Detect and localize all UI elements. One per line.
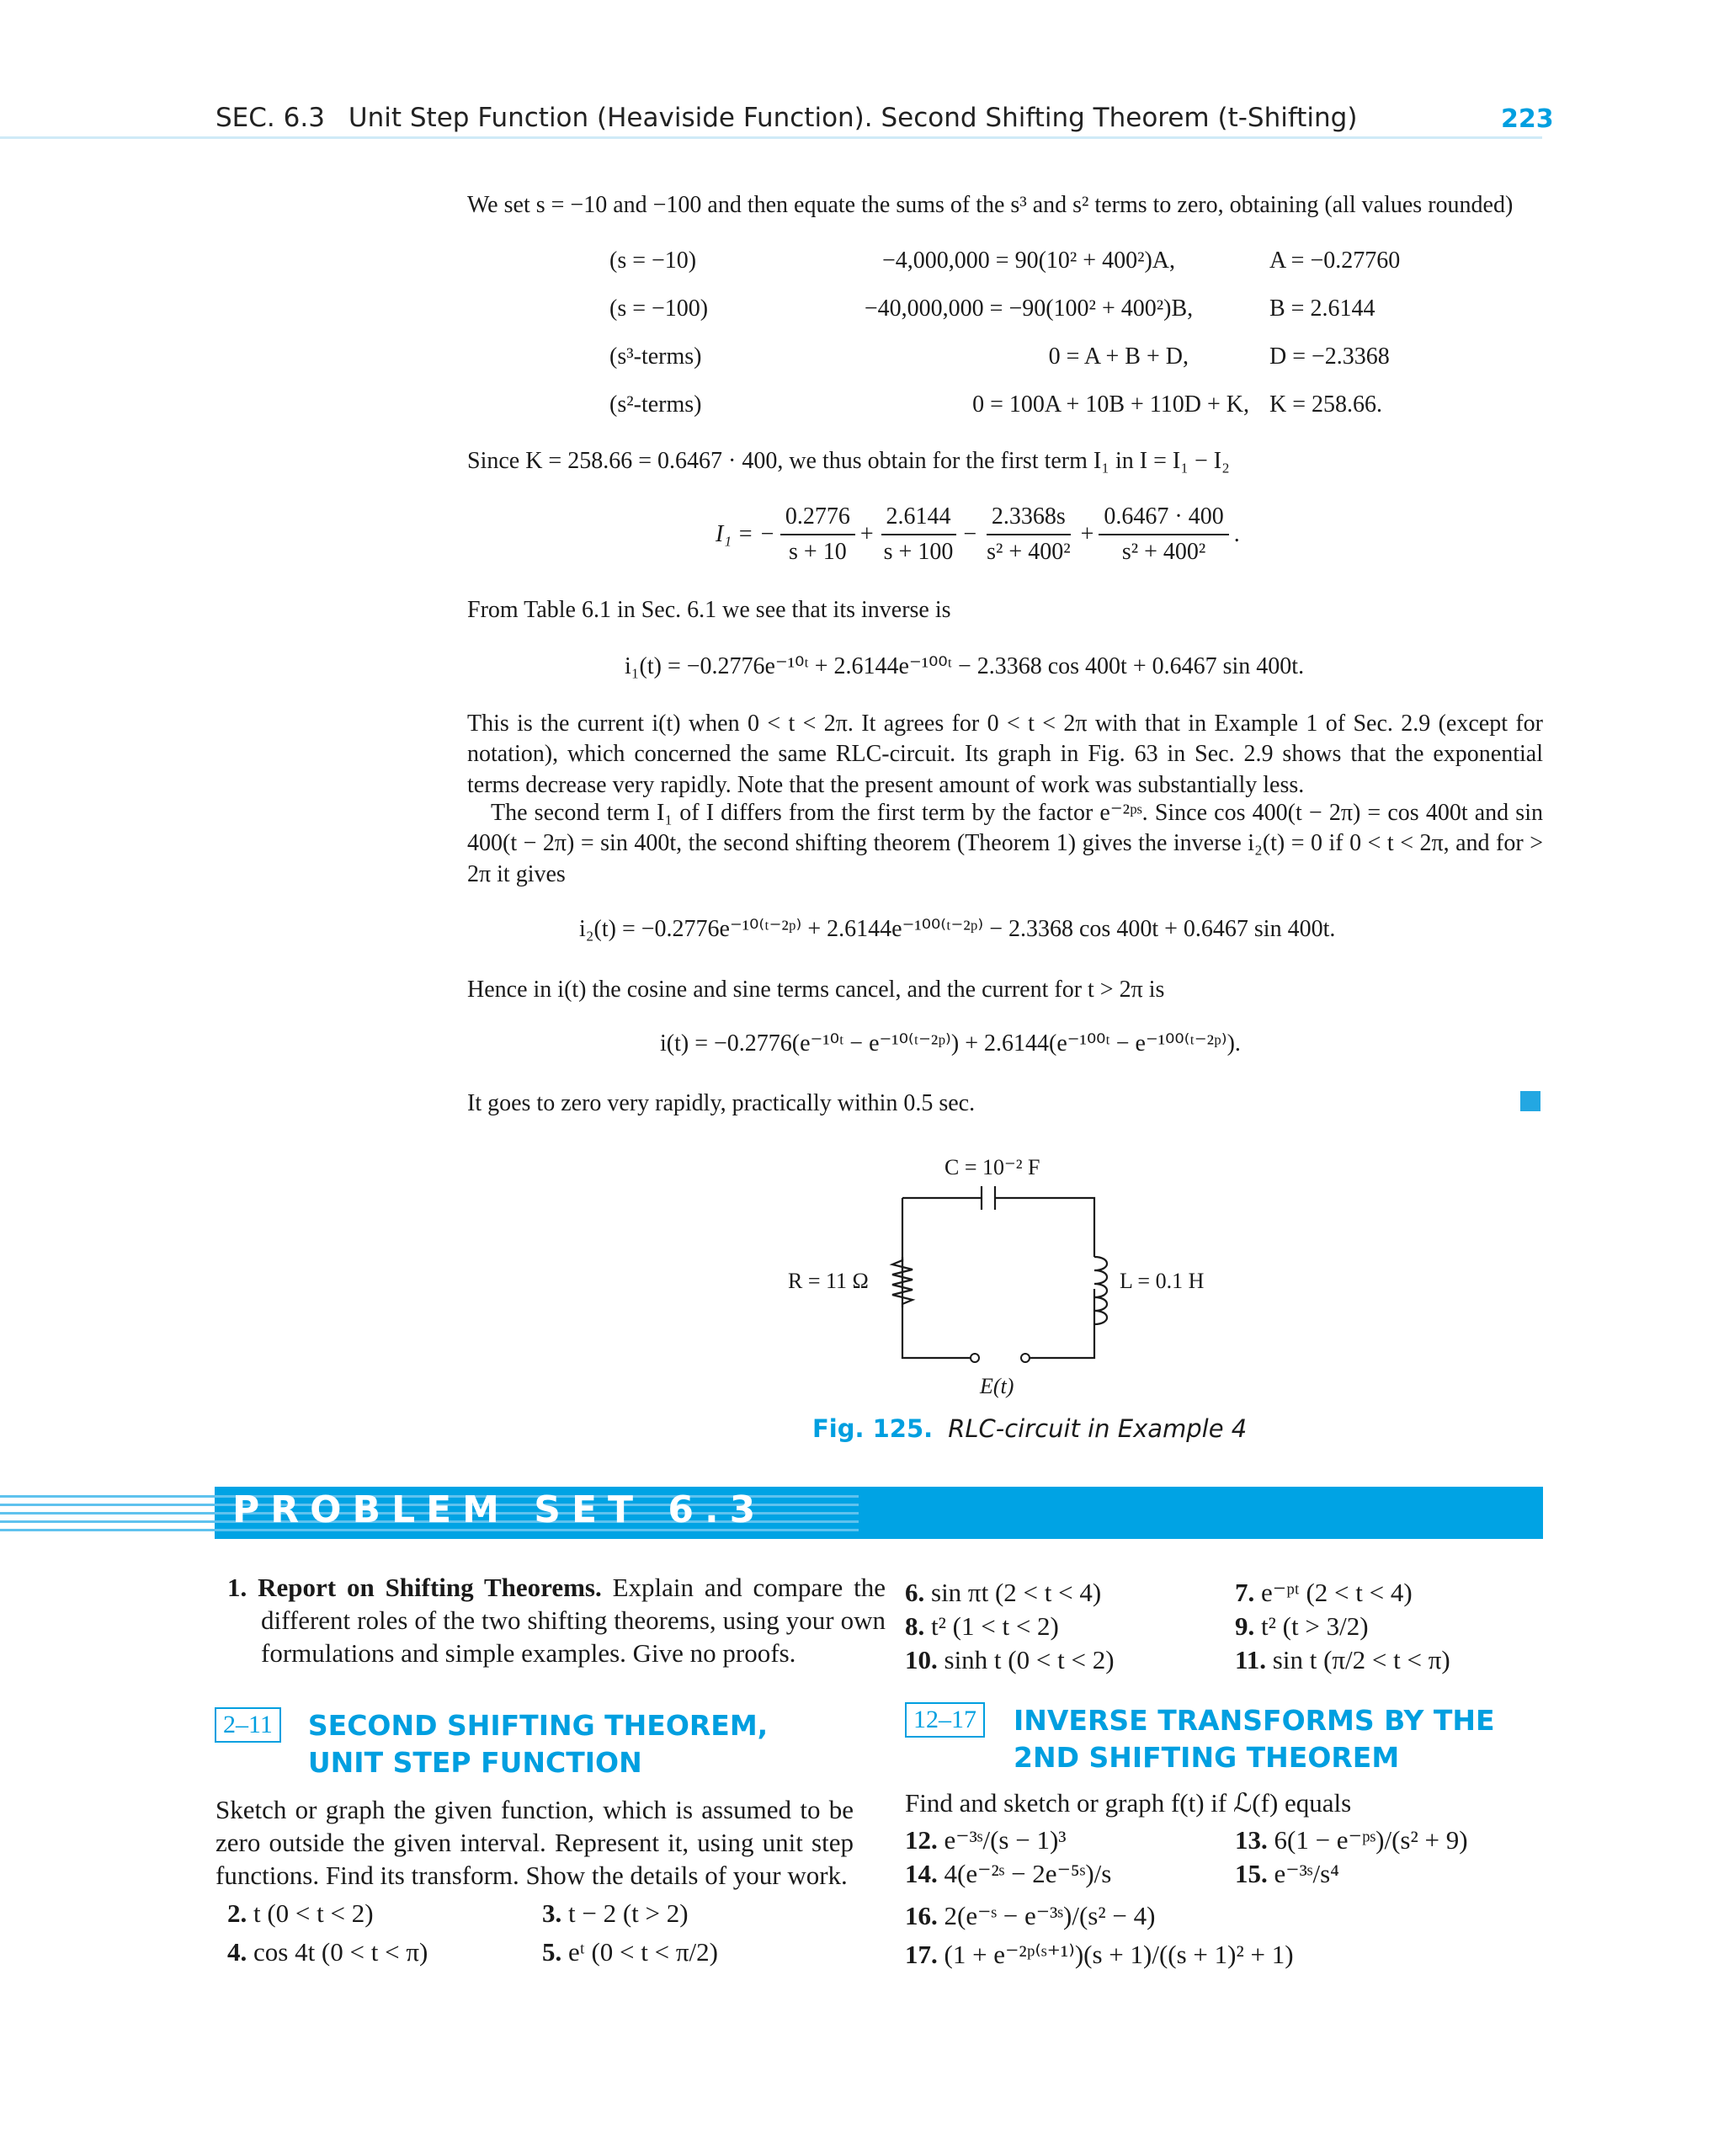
system-equation: −40,000,000 = −90(100² + 400²)B, <box>864 295 1194 322</box>
problem-item <box>1235 1611 1555 1642</box>
problem-text: eᵗ (0 < t < π/2) <box>568 1937 718 1967</box>
problem-text: e⁻³ˢ/(s − 1)³ <box>944 1825 1067 1855</box>
i2t-equation: i₂(t) = −0.2776e⁻¹⁰⁽ᵗ⁻²ᵖ⁾ + 2.6144e⁻¹⁰⁰⁽ᵗ⁻²ᵖ⁾ − 2.3368 cos 400t + 0.6467 sin 400t. <box>579 916 1336 942</box>
source-terminals <box>971 1354 1030 1362</box>
problem-number: 7. <box>1235 1578 1255 1607</box>
system-equation: 0 = 100A + 10B + 110D + K, <box>972 391 1249 418</box>
capacitor-label: C = 10⁻² F <box>944 1155 1040 1179</box>
header-rule <box>0 136 1542 139</box>
system-result: A = −0.27760 <box>1269 248 1401 274</box>
problem-item <box>1235 1859 1572 1889</box>
problem-number: 15. <box>1235 1859 1268 1888</box>
section-title-2-11 <box>308 1707 768 1781</box>
resistor-label: R = 11 Ω <box>788 1269 869 1293</box>
figure-caption <box>812 1414 1247 1443</box>
problems-12-15 <box>905 1825 1572 1889</box>
problem-text: 2(e⁻ˢ − e⁻³ˢ)/(s² − 4) <box>944 1901 1156 1930</box>
fraction-term <box>780 502 855 568</box>
fraction-term <box>1099 502 1228 568</box>
problem-range-badge: 2–11 <box>215 1707 281 1743</box>
section-title: Unit Step Function (Heaviside Function). Second Shifting Theorem (t-Shifting) <box>348 103 1358 133</box>
problem-item <box>227 1898 542 1929</box>
source-label: E(t) <box>980 1374 1014 1398</box>
second-term-paragraph: The second term I₁ of I differs from the first term by the factor e⁻²ᵖˢ. Since cos 400(t − 2π) = cos 400t and sin 400(t − 2π) = sin 400t, the second shifting theorem (Theorem 1) gives the inverse i₂(t) = 0 if 0 < t < 2π, and for > 2π it gives <box>467 800 1543 887</box>
section-title-line: SECOND SHIFTING THEOREM, <box>307 1709 769 1742</box>
equation-system <box>609 237 1400 429</box>
problem-number: 12. <box>905 1825 938 1855</box>
rlc-circuit-diagram <box>758 1149 1229 1410</box>
system-label: (s = −10) <box>609 248 697 274</box>
figure-caption-text: RLC-circuit in Example 4 <box>948 1414 1248 1443</box>
problem-item <box>905 1940 1294 1970</box>
problem-number: 5. <box>542 1937 562 1967</box>
i1-equation <box>716 502 1240 568</box>
section-a-instructions: Sketch or graph the given function, which is assumed to be zero outside the given interval. Represent it, using unit step functions. Find its transform. Show the details of your work. <box>216 1795 854 1891</box>
current-paragraph: This is the current i(t) when 0 < t < 2π. It agrees for 0 < t < 2π with that in Example 1 of Sec. 2.9 (except for notation), which concerned the same RLC-circuit. Its graph in Fig. 63 in Sec. 2.9 shows that the exponential terms decrease very rapidly. Note that the present amount of work was substantially less. <box>467 711 1543 798</box>
problem-text: e⁻ᵖᵗ (2 < t < 4) <box>1261 1578 1413 1607</box>
problem-number: 3. <box>542 1898 562 1928</box>
problem-number: 4. <box>227 1937 247 1967</box>
fraction-term <box>879 502 959 568</box>
problems-6-11 <box>905 1578 1555 1675</box>
figure-number: Fig. 125. <box>812 1414 934 1443</box>
i1t-equation: i₁(t) = −0.2776e⁻¹⁰ᵗ + 2.6144e⁻¹⁰⁰ᵗ − 2.3368 cos 400t + 0.6467 sin 400t. <box>625 653 1305 679</box>
fraction-numerator: 2.6144 <box>881 502 956 535</box>
system-label: (s³-terms) <box>609 343 702 370</box>
problem-number: 8. <box>905 1611 925 1641</box>
it-equation: i(t) = −0.2776(e⁻¹⁰ᵗ − e⁻¹⁰⁽ᵗ⁻²ᵖ⁾) + 2.6144(e⁻¹⁰⁰ᵗ − e⁻¹⁰⁰⁽ᵗ⁻²ᵖ⁾). <box>660 1030 1241 1057</box>
problem-text: sin t (π/2 < t < π) <box>1272 1645 1450 1674</box>
problem-item <box>1235 1645 1555 1675</box>
operator: − <box>963 521 977 548</box>
system-row <box>609 381 1400 429</box>
equation-end: . <box>1233 521 1240 548</box>
fraction-term <box>982 502 1075 568</box>
problems-2-5 <box>227 1898 857 1967</box>
problem-item <box>905 1825 1235 1855</box>
system-result: B = 2.6144 <box>1269 295 1375 322</box>
problem-number: 2. <box>227 1898 247 1928</box>
circuit-wires <box>902 1198 1094 1358</box>
operator: + <box>859 521 874 548</box>
problem-text: t² (t > 3/2) <box>1261 1611 1369 1641</box>
problem-number: 14. <box>905 1859 938 1888</box>
problem-text: (1 + e⁻²ᵖ⁽ˢ⁺¹⁾)(s + 1)/((s + 1)² + 1) <box>944 1940 1294 1969</box>
problem-item <box>905 1611 1235 1642</box>
section-number: SEC. 6.3 <box>216 103 325 133</box>
problem-number: 16. <box>905 1901 938 1930</box>
section-title-line: 2ND SHIFTING THEOREM <box>1014 1740 1400 1774</box>
problem-text: sin πt (2 < t < 4) <box>931 1578 1102 1607</box>
problem-item <box>1235 1578 1555 1608</box>
problem-1-text: Explain and compare the different roles of the two shifting theorems, using your own formulations and simple examples. Give no proofs. <box>261 1573 886 1669</box>
i1-lhs: I₁ = − <box>716 521 775 548</box>
problem-item <box>227 1937 542 1967</box>
problem-item <box>905 1859 1235 1889</box>
problem-number: 10. <box>905 1645 938 1674</box>
problem-text: t² (1 < t < 2) <box>931 1611 1059 1641</box>
problem-number: 11. <box>1235 1645 1267 1674</box>
problem-text: 6(1 − e⁻ᵖˢ)/(s² + 9) <box>1274 1825 1468 1855</box>
operator: + <box>1080 521 1094 548</box>
running-head <box>216 103 1357 133</box>
problem-text: t (0 < t < 2) <box>253 1898 374 1928</box>
fraction-denominator: s + 100 <box>883 539 954 566</box>
fraction-denominator: s² + 400² <box>987 539 1071 566</box>
problem-text: cos 4t (0 < t < π) <box>253 1937 428 1967</box>
intro-paragraph: We set s = −10 and −100 and then equate the sums of the s³ and s² terms to zero, obtaining (all values rounded) <box>467 192 1514 218</box>
fraction-numerator: 0.2776 <box>780 502 855 535</box>
system-label: (s²-terms) <box>609 391 702 418</box>
system-row <box>609 285 1400 333</box>
goes-zero-paragraph: It goes to zero very rapidly, practically within 0.5 sec. <box>467 1090 976 1116</box>
system-equation: 0 = A + B + D, <box>1048 343 1189 370</box>
inductor-label: L = 0.1 H <box>1120 1269 1205 1293</box>
from-table-paragraph: From Table 6.1 in Sec. 6.1 we see that its inverse is <box>467 597 951 623</box>
section-b-instructions: Find and sketch or graph f(t) if ℒ(f) equals <box>905 1788 1352 1818</box>
problem-number: 6. <box>905 1578 925 1607</box>
system-label: (s = −100) <box>609 295 709 322</box>
section-title-12-17 <box>1014 1702 1495 1775</box>
problem-item <box>905 1578 1235 1608</box>
problem-text: e⁻³ˢ/s⁴ <box>1274 1859 1339 1888</box>
since-paragraph: Since K = 258.66 = 0.6467 · 400, we thus obtain for the first term I₁ in I = I₁ − I₂ <box>467 448 1230 474</box>
fraction-denominator: s² + 400² <box>1121 539 1206 566</box>
system-equation: −4,000,000 = 90(10² + 400²)A, <box>881 248 1176 274</box>
fraction-numerator: 2.3368s <box>987 502 1071 535</box>
fraction-numerator: 0.6467 · 400 <box>1099 502 1228 535</box>
problem-number: 9. <box>1235 1611 1255 1641</box>
inductor-icon <box>1094 1257 1107 1324</box>
problem-item <box>542 1937 857 1967</box>
problem-item <box>1235 1825 1572 1855</box>
problem-item <box>905 1901 1155 1931</box>
capacitor-icon <box>982 1186 995 1210</box>
system-row <box>609 333 1400 381</box>
fraction-denominator: s + 10 <box>789 539 847 566</box>
hence-paragraph: Hence in i(t) the cosine and sine terms cancel, and the current for t > 2π is <box>467 977 1165 1003</box>
problem-set-title: PROBLEM SET 6.3 <box>232 1488 767 1531</box>
system-result: K = 258.66. <box>1269 391 1383 418</box>
problem-number: 1. <box>227 1573 247 1602</box>
problem-1 <box>227 1571 886 1669</box>
section-header-2-11 <box>215 1707 768 1781</box>
problem-number: 13. <box>1235 1825 1268 1855</box>
problem-item <box>542 1898 857 1929</box>
section-title-line: INVERSE TRANSFORMS BY THE <box>1014 1704 1495 1737</box>
problem-number: 17. <box>905 1940 938 1969</box>
end-of-example-marker <box>1520 1091 1540 1111</box>
problem-range-badge: 12–17 <box>905 1702 985 1738</box>
problem-item <box>905 1645 1235 1675</box>
system-result: D = −2.3368 <box>1269 343 1390 370</box>
page-number: 223 <box>1501 104 1554 134</box>
problem-1-title: Report on Shifting Theorems. <box>258 1573 602 1602</box>
problem-text: 4(e⁻²ˢ − 2e⁻⁵ˢ)/s <box>944 1859 1112 1888</box>
problem-text: sinh t (0 < t < 2) <box>944 1645 1115 1674</box>
problem-text: t − 2 (t > 2) <box>568 1898 689 1928</box>
system-row <box>609 237 1400 285</box>
section-title-line: UNIT STEP FUNCTION <box>307 1745 642 1779</box>
section-header-12-17 <box>905 1702 1495 1775</box>
